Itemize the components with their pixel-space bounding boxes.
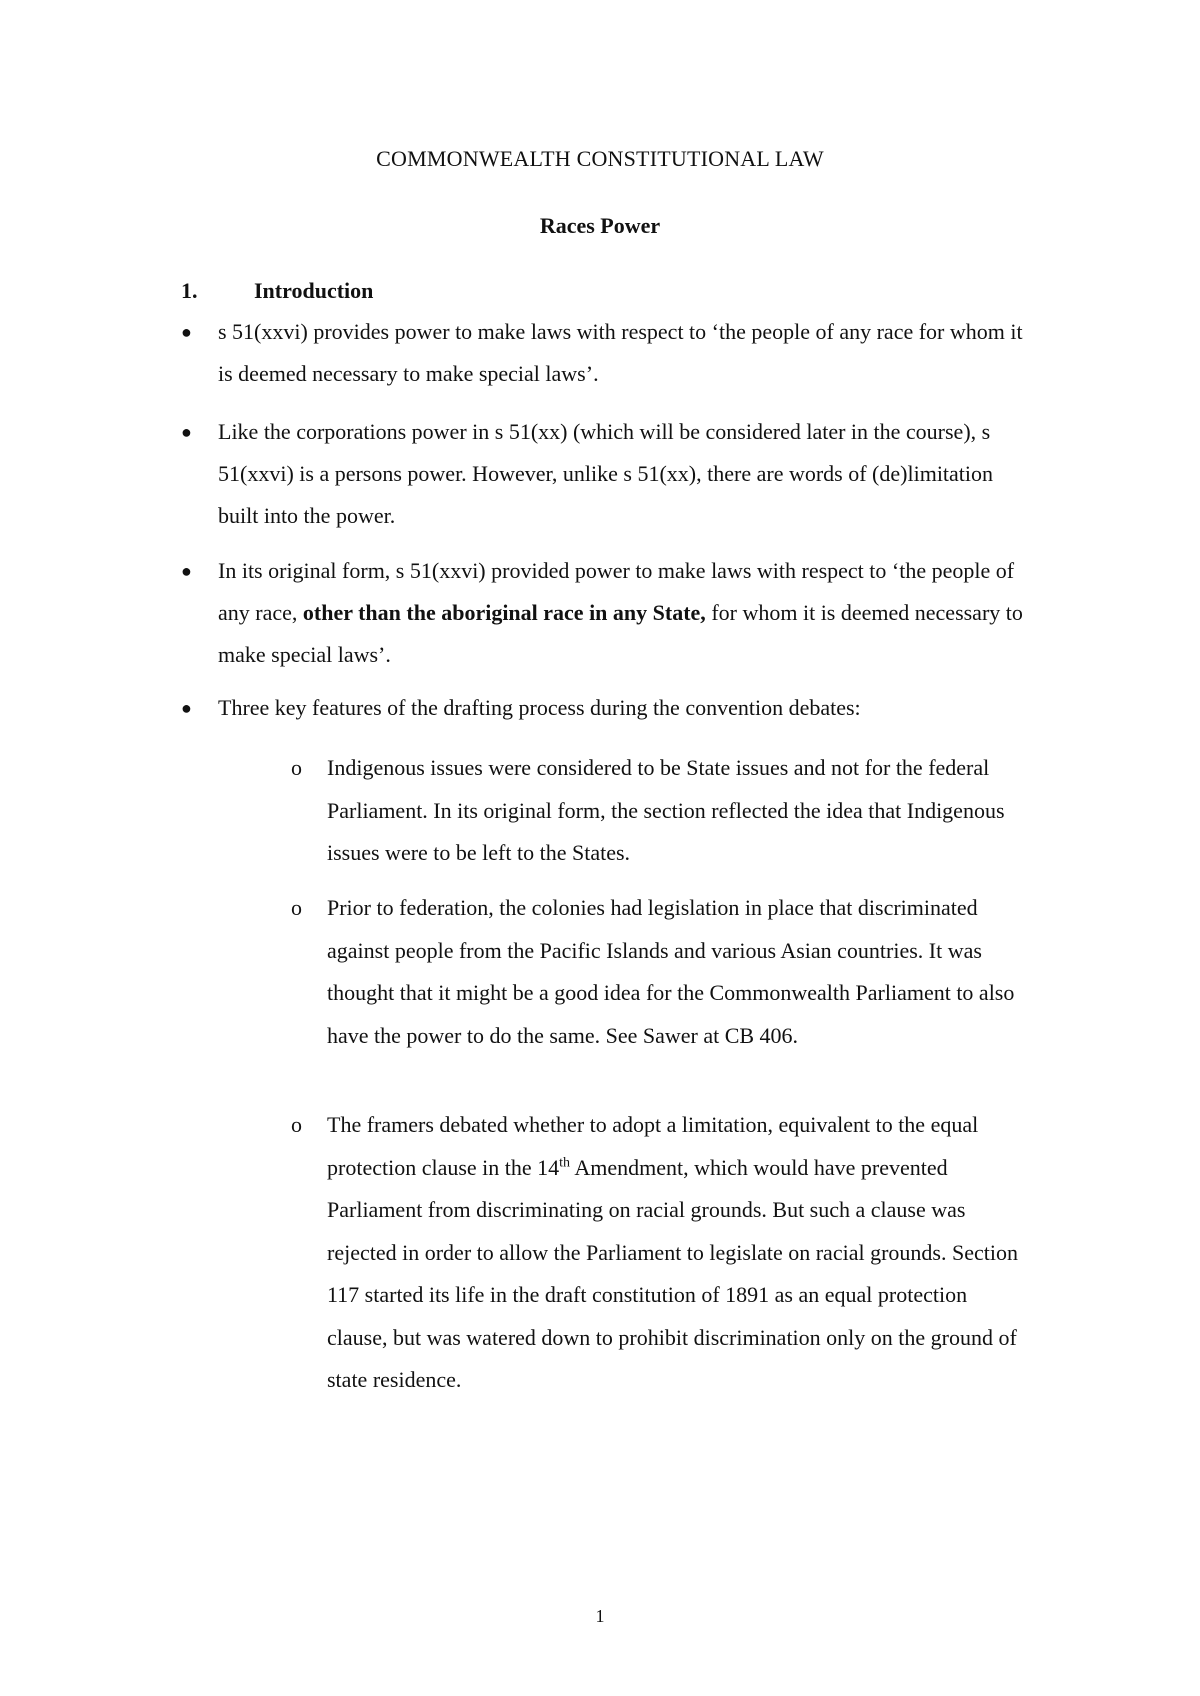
- bullet-text: s 51(xxvi) provides power to make laws with respect to ‘the people of any race for whom it is deemed necessary to make special laws’.: [218, 319, 1023, 386]
- bullet-text: Three key features of the drafting process during the convention debates:: [218, 695, 861, 720]
- bullet-item: [181, 411, 1031, 537]
- sub-bullet-item: [291, 887, 1031, 1057]
- bullet-item: [181, 550, 1031, 676]
- sub-bullet-text: Prior to federation, the colonies had legislation in place that discriminated against people from the Pacific Islands and various Asian countries. It was thought that it might be a good idea for the Commonwealth Parliament to also have the power to do the same. See Sawer at CB 406.: [327, 895, 1015, 1048]
- sub-bullet-item: [291, 747, 1031, 875]
- sub-bullet-text: [327, 1104, 1031, 1402]
- superscript: th: [559, 1155, 571, 1171]
- bullet-icon: ●: [181, 422, 192, 442]
- document-title: COMMONWEALTH CONSTITUTIONAL LAW: [376, 146, 824, 171]
- section-number: 1.: [181, 278, 198, 303]
- sub-bullet-icon: o: [291, 895, 302, 920]
- bullet-text: [218, 550, 1031, 676]
- document-subtitle: Races Power: [539, 213, 661, 238]
- bullet-item: [181, 687, 1031, 729]
- sub-bullet-text-before: The framers debated whether to adopt a limitation, equivalent to the equal protection clause in the 14: [327, 1112, 979, 1180]
- sub-bullet-text-after: Amendment, which would have prevented Parliament from discriminating on racial grounds. But such a clause was rejected in order to allow the Parliament to legislate on racial grounds. Section 117 started its life in the draft constitution of 1891 as an equal protection clause, but was watered down to prohibit discrimination only on the ground of state residence.: [327, 1154, 1018, 1392]
- bullet-text-after: for whom it is deemed necessary to make special laws’.: [218, 600, 1023, 667]
- sub-bullet-icon: o: [291, 1112, 302, 1137]
- bullet-text-before: In its original form, s 51(xxvi) provided power to make laws with respect to ‘the people of any race,: [218, 558, 1015, 625]
- bullet-text-bold: other than the aboriginal race in any State,: [302, 600, 706, 625]
- bullet-item: [181, 311, 1031, 395]
- sub-bullet-text: Indigenous issues were considered to be State issues and not for the federal Parliament. In its original form, the section reflected the idea that Indigenous issues were to be left to the States.: [327, 755, 1005, 865]
- page-number: 1: [595, 1606, 605, 1626]
- bullet-text: Like the corporations power in s 51(xx) (which will be considered later in the course), s 51(xxvi) is a persons power. However, unlike s 51(xx), there are words of (de)limitation built into the power.: [218, 419, 994, 528]
- bullet-icon: ●: [181, 698, 192, 718]
- sub-bullet-item: [291, 1104, 1031, 1402]
- bullet-icon: ●: [181, 322, 192, 342]
- section-heading-text: Introduction: [254, 278, 374, 303]
- section-heading: [181, 278, 373, 304]
- bullet-icon: ●: [181, 561, 192, 581]
- sub-bullet-icon: o: [291, 755, 302, 780]
